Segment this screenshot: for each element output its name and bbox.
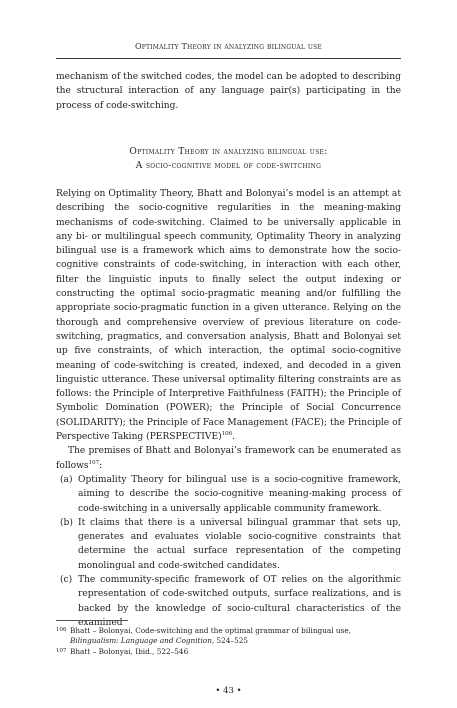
list-marker: (a) xyxy=(60,474,73,485)
section-title-line-1: Optimality Theory in analyzing bilingual use: xyxy=(129,147,328,157)
premises-paragraph xyxy=(56,444,401,473)
section-title xyxy=(56,145,401,173)
footnote-ref-107[interactable]: 107 xyxy=(88,459,100,466)
list-item-text: It claims that there is a universal bilingual grammar that sets up, generates and evaluates violable socio-cognitive constraints that determine the actual surface representation of the competing monolingual and code-switched candidates. xyxy=(78,517,401,571)
list-item-text: The community-specific framework of OT relies on the algorithmic representation of code-switched outputs, surface realizations, and is backed by the knowledge of socio-cultural characteristics of the examined xyxy=(78,575,401,628)
list-item xyxy=(56,573,401,630)
footnote-journal: Bilingualism: Language and Cognition, xyxy=(70,636,215,646)
list-item-text: Optimality Theory for bilingual use is a socio-cognitive framework, aiming to describe the socio-cognitive meaning-making process of code-switching in a universally applicable community framework. xyxy=(78,474,401,514)
premises-end: : xyxy=(99,460,103,471)
footnote-number: 107 xyxy=(56,647,67,654)
header-rule xyxy=(56,58,401,59)
footnote-rule xyxy=(56,620,128,621)
footnote-ref-106[interactable]: 106 xyxy=(221,431,233,438)
paragraph-text: mechanism of the switched codes, the model can be adopted to describing the structural interaction of any language pair(s) participating in the process of code-switching. xyxy=(56,72,401,111)
list-marker: (c) xyxy=(60,575,73,586)
main-paragraph-end: . xyxy=(232,432,236,443)
premises-text: The premises of Bhatt and Bolonyai’s framework can be enumerated as follows xyxy=(56,446,401,471)
section-title-line-2: A socio-cognitive model of code-switching xyxy=(135,161,322,171)
footnote-106 xyxy=(56,626,401,647)
main-paragraph-text: Relying on Optimality Theory, Bhatt and Bolonyai’s model is an attempt at describing the socio-cognitive regularities in the meaning-making mechanisms of code-switching. Claimed to be universally applicable in any bi- or multilingual speech community, Optimality Theory in analyzing bilingual use is a framework which aims to demonstrate how the socio-cognitive constraints of code-switching, in interaction with each other, filter the linguistic inputs to finally select the output indexing or constructing the optimal socio-pragmatic meaning and/or fulfilling the appropriate socio-pragmatic function in a given utterance. Relying on the thorough and comprehensive overview of previous literature on code-switching, pragmatics, and conversation analysis, Bhatt and Bolonyai set up five constraints, of which interaction, the optimal socio-cognitive meaning of code-switching is created, indexed, and decoded in a given linguistic utterance. These universal optimality filtering constraints are as follows: the Principle of Interpretive Faithfulness (FAITH); the Principle of Symbolic Domination (POWER); the Principle of Social Concurrence (SOLIDARITY); the Principle of Face Management (FACE); the Principle of Perspective Taking (PERSPECTIVE) xyxy=(56,189,401,443)
footnote-107 xyxy=(56,647,401,657)
footnote-text: Bhatt – Bolonyai, Code-switching and the optimal grammar of bilingual use, xyxy=(70,626,351,635)
footnote-pages: 524–525 xyxy=(214,636,249,646)
main-paragraph xyxy=(56,187,401,444)
running-head: Optimality Theory in analyzing bilingual use xyxy=(134,42,323,51)
footnote-number: 106 xyxy=(56,627,67,633)
main-body xyxy=(56,187,401,630)
list-item xyxy=(56,516,401,573)
continued-paragraph xyxy=(56,70,401,113)
footnote-text: Bhatt – Bolonyai, Ibid., 522–546 xyxy=(70,646,189,656)
premises-list xyxy=(56,473,401,630)
footnotes xyxy=(56,626,401,657)
list-marker: (b) xyxy=(60,517,73,528)
list-item xyxy=(56,473,401,516)
page-number: • 43 • xyxy=(215,686,242,696)
